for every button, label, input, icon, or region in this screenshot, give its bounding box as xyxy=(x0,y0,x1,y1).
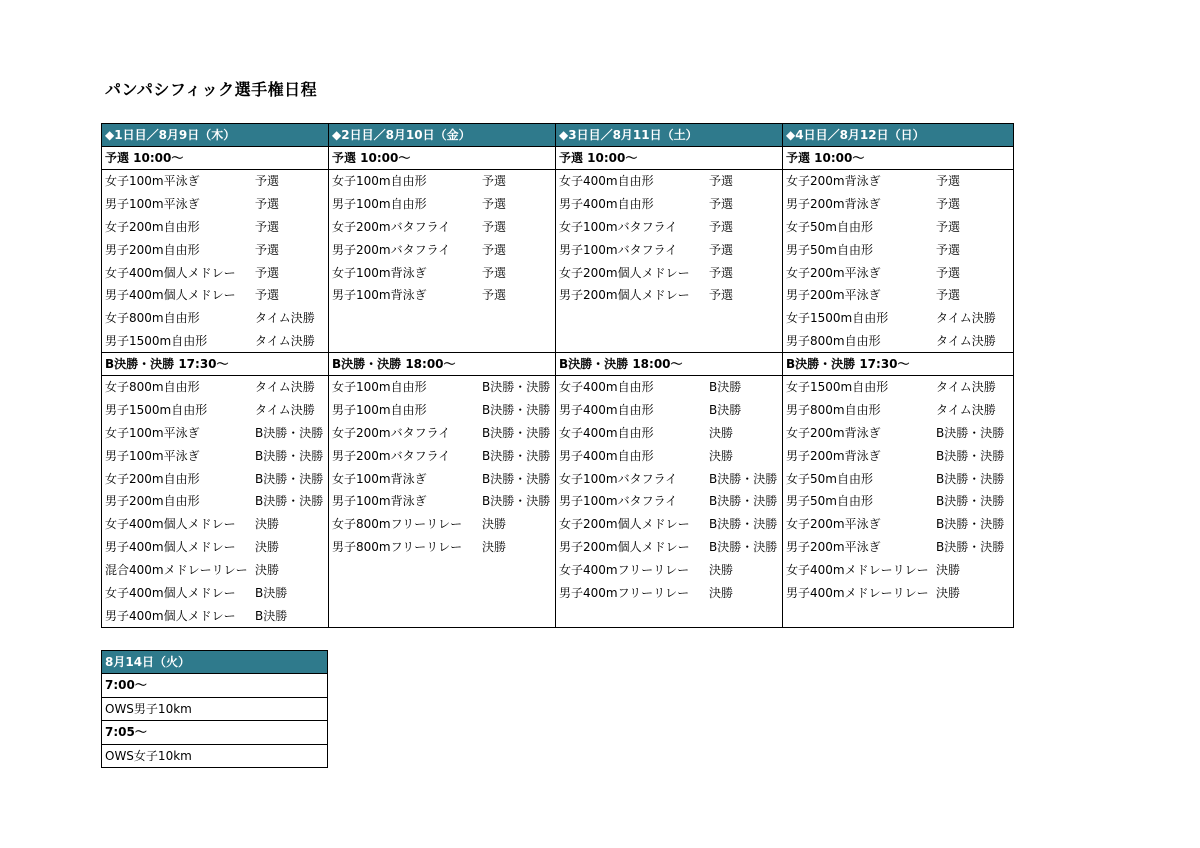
event-round: タイム決勝 xyxy=(936,311,996,326)
event-row xyxy=(556,513,782,536)
event-name: 男子200mバタフライ xyxy=(332,242,451,257)
event-row xyxy=(102,376,328,399)
event-round: B決勝・決勝 xyxy=(709,540,778,555)
event-name: 女子50m自由形 xyxy=(786,471,873,486)
event-round: 予選 xyxy=(482,288,507,303)
event-round: 予選 xyxy=(255,265,280,280)
event-name: 男子400mメドレーリレー xyxy=(786,586,929,601)
event-round: 決勝 xyxy=(709,563,734,578)
event-name: 女子400m自由形 xyxy=(559,174,654,188)
finals-session-label: B決勝・決勝 17:30〜 xyxy=(102,353,328,376)
event-row xyxy=(783,262,1013,285)
event-name: 女子400m個人メドレー xyxy=(105,586,236,601)
event-round: 予選 xyxy=(936,265,961,280)
event-name: 男子800mフリーリレー xyxy=(332,540,463,555)
event-round: 決勝 xyxy=(255,517,280,532)
event-row xyxy=(783,490,1013,513)
event-name: 男子800m自由形 xyxy=(786,402,881,417)
event-row xyxy=(102,513,328,536)
event-name: 男子200m自由形 xyxy=(105,242,200,257)
event-row xyxy=(783,284,1013,307)
heats-list xyxy=(329,170,555,353)
event-row xyxy=(556,490,782,513)
event-name: 男子50m自由形 xyxy=(786,242,873,257)
event-row xyxy=(783,399,1013,422)
event-round: タイム決勝 xyxy=(255,380,315,394)
event-row xyxy=(556,262,782,285)
event-round: 予選 xyxy=(936,242,961,257)
event-row xyxy=(102,445,328,468)
event-round: B決勝・決勝 xyxy=(709,517,778,532)
event-round: B決勝・決勝 xyxy=(482,448,551,463)
event-row xyxy=(556,284,782,307)
finals-list xyxy=(102,376,328,627)
day-header: ◆3日目／8月11日（土） xyxy=(556,124,782,147)
event-name: 男子200mバタフライ xyxy=(332,448,451,463)
event-row xyxy=(556,536,782,559)
event-round: 予選 xyxy=(936,288,961,303)
event-row xyxy=(783,330,1013,353)
event-name: 男子100m平泳ぎ xyxy=(105,448,200,463)
event-round: 予選 xyxy=(482,174,507,188)
event-row xyxy=(783,376,1013,399)
event-round: B決勝 xyxy=(709,402,742,417)
event-row xyxy=(102,193,328,216)
event-row xyxy=(102,559,328,582)
ows-table xyxy=(101,650,328,768)
event-row xyxy=(102,307,328,330)
event-row xyxy=(329,536,555,559)
heats-session-label: 予選 10:00〜 xyxy=(102,147,328,170)
event-round: 予選 xyxy=(255,174,280,188)
event-name: 女子50m自由形 xyxy=(786,219,873,234)
event-round: B決勝 xyxy=(255,586,288,601)
event-name: 男子200m背泳ぎ xyxy=(786,448,881,463)
event-name: 男子100m平泳ぎ xyxy=(105,196,200,211)
event-row xyxy=(556,376,782,399)
event-row xyxy=(329,170,555,193)
event-round: 決勝 xyxy=(482,540,507,555)
event-name: 女子200m個人メドレー xyxy=(559,517,690,532)
event-name: 女子400m自由形 xyxy=(559,425,654,440)
event-name: 男子1500m自由形 xyxy=(105,402,208,417)
event-round: B決勝・決勝 xyxy=(936,540,1005,555)
day-column xyxy=(556,124,783,627)
event-round: 予選 xyxy=(709,174,734,188)
event-name: 男子400m個人メドレー xyxy=(105,608,236,623)
event-round: 予選 xyxy=(709,288,734,303)
event-round: タイム決勝 xyxy=(255,402,315,417)
event-name: 女子200mバタフライ xyxy=(332,425,451,440)
event-row xyxy=(102,582,328,605)
event-row xyxy=(102,605,328,628)
ows-event: OWS男子10km xyxy=(102,698,327,722)
event-row xyxy=(329,468,555,491)
event-row xyxy=(783,422,1013,445)
event-row xyxy=(329,262,555,285)
event-round: B決勝 xyxy=(255,608,288,623)
event-row xyxy=(556,399,782,422)
event-round: 決勝 xyxy=(709,586,734,601)
event-name: 女子400m自由形 xyxy=(559,380,654,394)
event-row xyxy=(102,536,328,559)
event-name: 女子100m平泳ぎ xyxy=(105,425,200,440)
ows-event: OWS女子10km xyxy=(105,748,192,763)
event-name: 女子100mバタフライ xyxy=(559,219,678,234)
event-row xyxy=(329,445,555,468)
event-row xyxy=(329,513,555,536)
event-row xyxy=(783,216,1013,239)
event-name: 女子400mフリーリレー xyxy=(559,563,690,578)
event-name: 男子100mバタフライ xyxy=(559,242,678,257)
event-row xyxy=(556,445,782,468)
event-name: 男子200m個人メドレー xyxy=(559,540,690,555)
event-round: 予選 xyxy=(709,242,734,257)
event-row xyxy=(556,582,782,605)
event-name: 男子1500m自由形 xyxy=(105,334,208,349)
event-row xyxy=(329,284,555,307)
event-name: 女子200m背泳ぎ xyxy=(786,174,881,188)
event-row xyxy=(556,170,782,193)
event-round: 予選 xyxy=(482,196,507,211)
heats-session-label: 予選 10:00〜 xyxy=(783,147,1013,170)
event-round: タイム決勝 xyxy=(936,402,996,417)
event-name: 男子400m自由形 xyxy=(559,448,654,463)
event-row xyxy=(102,468,328,491)
event-round: B決勝・決勝 xyxy=(936,425,1005,440)
event-round: 予選 xyxy=(936,196,961,211)
event-name: 男子100m背泳ぎ xyxy=(332,288,427,303)
event-row xyxy=(102,262,328,285)
event-name: 女子1500m自由形 xyxy=(786,311,889,326)
finals-session-label: B決勝・決勝 18:00〜 xyxy=(329,353,555,376)
event-round: B決勝・決勝 xyxy=(936,494,1005,509)
day-column xyxy=(783,124,1013,627)
event-round: 予選 xyxy=(709,265,734,280)
event-row xyxy=(102,216,328,239)
event-row xyxy=(329,376,555,399)
event-name: 女子100m平泳ぎ xyxy=(105,174,200,188)
event-round: タイム決勝 xyxy=(936,334,996,349)
day-column xyxy=(102,124,329,627)
event-name: 女子200m自由形 xyxy=(105,471,200,486)
event-row xyxy=(783,239,1013,262)
event-row xyxy=(102,330,328,353)
event-row xyxy=(102,239,328,262)
event-name: 男子100m自由形 xyxy=(332,402,427,417)
event-round: 予選 xyxy=(255,242,280,257)
event-name: 男子400mフリーリレー xyxy=(559,586,690,601)
finals-list xyxy=(783,376,1013,627)
event-round: 決勝 xyxy=(482,517,507,532)
event-row xyxy=(556,216,782,239)
event-row xyxy=(329,399,555,422)
event-row xyxy=(102,490,328,513)
event-row xyxy=(102,170,328,193)
event-round: B決勝・決勝 xyxy=(255,448,324,463)
event-row xyxy=(783,536,1013,559)
ows-time-label: 7:00〜 xyxy=(102,674,327,698)
event-name: 女子200m背泳ぎ xyxy=(786,425,881,440)
event-row xyxy=(556,239,782,262)
event-round: 予選 xyxy=(482,219,507,234)
event-name: 女子400m個人メドレー xyxy=(105,517,236,532)
event-round: B決勝・決勝 xyxy=(936,448,1005,463)
event-round: B決勝 xyxy=(709,380,742,394)
event-row xyxy=(783,582,1013,605)
day-header: ◆4日目／8月12日（日） xyxy=(783,124,1013,147)
ows-header: 8月14日（火） xyxy=(102,651,327,674)
event-row xyxy=(556,193,782,216)
event-row xyxy=(783,307,1013,330)
event-name: 男子100m背泳ぎ xyxy=(332,494,427,509)
event-name: 女子100m背泳ぎ xyxy=(332,265,427,280)
event-name: 男子400m個人メドレー xyxy=(105,540,236,555)
event-row xyxy=(556,559,782,582)
event-round: 決勝 xyxy=(709,448,734,463)
event-round: 決勝 xyxy=(936,563,961,578)
event-name: 女子200m平泳ぎ xyxy=(786,265,881,280)
day-header: ◆1日目／8月9日（木） xyxy=(102,124,328,147)
event-name: 女子200m自由形 xyxy=(105,219,200,234)
event-round: 予選 xyxy=(709,196,734,211)
event-name: 女子200m個人メドレー xyxy=(559,265,690,280)
event-round: B決勝・決勝 xyxy=(709,494,778,509)
event-round: B決勝・決勝 xyxy=(482,494,551,509)
event-round: B決勝・決勝 xyxy=(482,380,551,394)
event-name: 女子800m自由形 xyxy=(105,311,200,326)
event-name: 男子200m平泳ぎ xyxy=(786,288,881,303)
event-name: 女子800m自由形 xyxy=(105,380,200,394)
event-row xyxy=(329,239,555,262)
heats-list xyxy=(102,170,328,353)
event-round: 予選 xyxy=(482,265,507,280)
event-round: B決勝・決勝 xyxy=(482,425,551,440)
event-name: 女子100m自由形 xyxy=(332,174,427,188)
event-round: B決勝・決勝 xyxy=(709,471,778,486)
event-row xyxy=(102,284,328,307)
event-round: 決勝 xyxy=(255,563,280,578)
day-header: ◆2日目／8月10日（金） xyxy=(329,124,555,147)
finals-session-label: B決勝・決勝 17:30〜 xyxy=(783,353,1013,376)
event-name: 男子400m個人メドレー xyxy=(105,288,236,303)
heats-session-label: 予選 10:00〜 xyxy=(329,147,555,170)
event-name: 男子200m背泳ぎ xyxy=(786,196,881,211)
event-round: 決勝 xyxy=(936,586,961,601)
event-round: B決勝・決勝 xyxy=(482,402,551,417)
event-name: 女子1500m自由形 xyxy=(786,380,889,394)
event-round: B決勝・決勝 xyxy=(255,494,324,509)
event-name: 男子200m自由形 xyxy=(105,494,200,509)
event-name: 男子400m自由形 xyxy=(559,402,654,417)
event-name: 男子100m自由形 xyxy=(332,196,427,211)
event-name: 女子800mフリーリレー xyxy=(332,517,463,532)
event-row xyxy=(783,170,1013,193)
event-name: 男子50m自由形 xyxy=(786,494,873,509)
event-name: 男子200m平泳ぎ xyxy=(786,540,881,555)
event-round: B決勝・決勝 xyxy=(936,471,1005,486)
event-name: 混合400mメドレーリレー xyxy=(105,563,248,578)
event-round: 決勝 xyxy=(709,425,734,440)
heats-list xyxy=(556,170,782,353)
event-round: 予選 xyxy=(255,288,280,303)
event-round: B決勝・決勝 xyxy=(936,517,1005,532)
event-round: タイム決勝 xyxy=(936,380,996,394)
event-row xyxy=(783,559,1013,582)
day-column xyxy=(329,124,556,627)
event-row xyxy=(556,468,782,491)
ows-time-label: 7:05〜 xyxy=(102,721,327,745)
finals-list xyxy=(556,376,782,627)
event-name: 女子100mバタフライ xyxy=(559,471,678,486)
event-name: 男子100mバタフライ xyxy=(559,494,678,509)
event-name: 女子100m背泳ぎ xyxy=(332,471,427,486)
event-round: タイム決勝 xyxy=(255,311,315,326)
event-row xyxy=(329,216,555,239)
event-round: B決勝・決勝 xyxy=(255,425,324,440)
event-row xyxy=(329,490,555,513)
heats-session-label: 予選 10:00〜 xyxy=(556,147,782,170)
event-row xyxy=(102,422,328,445)
page-title: パンパシフィック選手権日程 xyxy=(105,80,318,99)
finals-session-label: B決勝・決勝 18:00〜 xyxy=(556,353,782,376)
event-round: 予選 xyxy=(709,219,734,234)
event-name: 女子100m自由形 xyxy=(332,380,427,394)
event-name: 女子400mメドレーリレー xyxy=(786,563,929,578)
event-name: 女子400m個人メドレー xyxy=(105,265,236,280)
event-name: 男子200m個人メドレー xyxy=(559,288,690,303)
event-row xyxy=(783,193,1013,216)
event-row xyxy=(783,513,1013,536)
event-name: 男子400m自由形 xyxy=(559,196,654,211)
event-row xyxy=(556,422,782,445)
event-name: 女子200m平泳ぎ xyxy=(786,517,881,532)
event-round: B決勝・決勝 xyxy=(255,471,324,486)
schedule-table xyxy=(101,123,1014,628)
heats-list xyxy=(783,170,1013,353)
event-name: 女子200mバタフライ xyxy=(332,219,451,234)
event-round: 予選 xyxy=(936,174,961,188)
finals-list xyxy=(329,376,555,627)
event-round: 予選 xyxy=(936,219,961,234)
event-round: 予選 xyxy=(255,196,280,211)
event-round: B決勝・決勝 xyxy=(482,471,551,486)
event-round: タイム決勝 xyxy=(255,334,315,349)
event-round: 予選 xyxy=(255,219,280,234)
event-name: 男子800m自由形 xyxy=(786,334,881,349)
event-row xyxy=(783,445,1013,468)
event-round: 決勝 xyxy=(255,540,280,555)
event-row xyxy=(102,399,328,422)
event-row xyxy=(783,468,1013,491)
event-row xyxy=(329,422,555,445)
event-row xyxy=(329,193,555,216)
event-round: 予選 xyxy=(482,242,507,257)
